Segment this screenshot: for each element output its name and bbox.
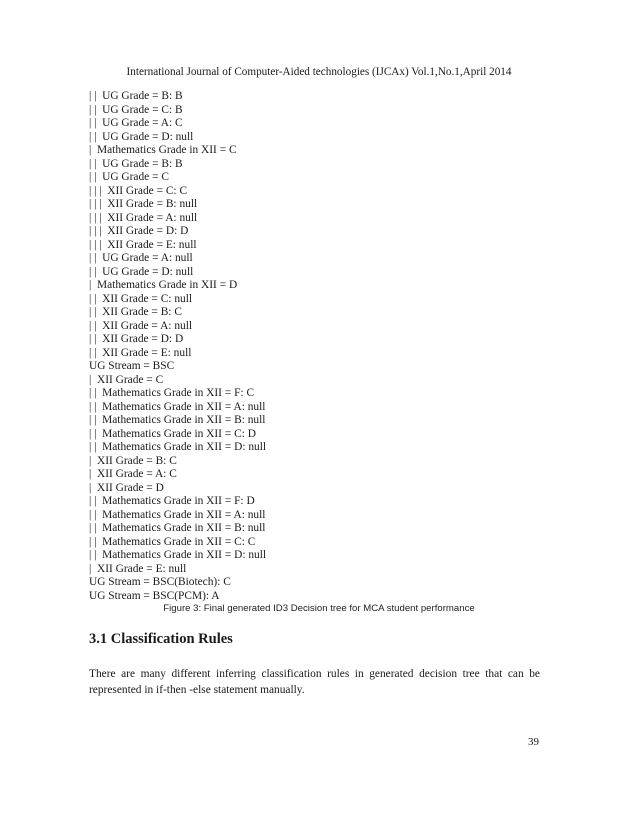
tree-line: | | Mathematics Grade in XII = C: C: [89, 535, 256, 548]
decision-tree-listing: [89, 90, 266, 603]
tree-line: | | | XII Grade = A: null: [89, 211, 198, 224]
tree-line: | Mathematics Grade in XII = C: [89, 144, 237, 156]
tree-line: | | UG Grade = B: B: [89, 157, 183, 170]
tree-line: | | Mathematics Grade in XII = A: null: [89, 400, 266, 413]
tree-line: | | Mathematics Grade in XII = A: null: [89, 508, 266, 521]
tree-line: | | Mathematics Grade in XII = F: D: [89, 495, 255, 507]
tree-line: | | Mathematics Grade in XII = B: null: [89, 414, 266, 426]
section-heading: 3.1 Classification Rules: [89, 631, 233, 647]
tree-line: UG Stream = BSC(Biotech): C: [89, 576, 231, 588]
tree-line: UG Stream = BSC: [89, 360, 175, 372]
tree-line: | | XII Grade = A: null: [89, 319, 193, 332]
tree-line: | | | XII Grade = E: null: [89, 238, 197, 251]
section-paragraph: There are many different inferring classification rules in generated decision tree that can be represented in if-then -else statement manually.: [89, 668, 540, 696]
tree-line: | | Mathematics Grade in XII = B: null: [89, 522, 266, 534]
tree-line: | XII Grade = A: C: [89, 468, 177, 480]
tree-line: UG Stream = BSC(PCM): A: [89, 589, 220, 602]
tree-line: | XII Grade = D: [89, 481, 164, 494]
tree-line: | | UG Grade = D: null: [89, 130, 194, 143]
tree-line: | | UG Grade = A: C: [89, 117, 183, 129]
tree-line: | | Mathematics Grade in XII = F: C: [89, 387, 255, 399]
tree-line: | | UG Grade = C: [89, 171, 169, 183]
tree-line: | | Mathematics Grade in XII = D: null: [89, 441, 267, 453]
tree-line: | | Mathematics Grade in XII = D: null: [89, 549, 267, 561]
tree-line: | | | XII Grade = B: null: [89, 198, 198, 210]
tree-line: | | UG Grade = C: B: [89, 103, 183, 116]
tree-line: | | UG Grade = D: null: [89, 265, 194, 278]
page-number: 39: [528, 736, 539, 748]
tree-line: | | UG Grade = B: B: [89, 90, 183, 102]
tree-line: | Mathematics Grade in XII = D: [89, 279, 238, 291]
tree-line: | XII Grade = C: [89, 373, 164, 386]
journal-header: International Journal of Computer-Aided technologies (IJCAx) Vol.1,No.1,April 2014: [126, 66, 512, 78]
tree-line: | | XII Grade = E: null: [89, 346, 192, 359]
tree-line: | | Mathematics Grade in XII = C: D: [89, 427, 256, 440]
tree-line: | | | XII Grade = D: D: [89, 225, 189, 237]
tree-line: | | XII Grade = D: D: [89, 333, 184, 345]
tree-line: | XII Grade = E: null: [89, 562, 187, 575]
figure-caption: Figure 3: Final generated ID3 Decision tree for MCA student performance: [163, 603, 475, 614]
tree-line: | | | XII Grade = C: C: [89, 184, 188, 197]
tree-line: | XII Grade = B: C: [89, 454, 177, 467]
tree-line: | | XII Grade = B: C: [89, 306, 182, 318]
tree-line: | | XII Grade = C: null: [89, 292, 193, 305]
tree-line: | | UG Grade = A: null: [89, 252, 193, 264]
